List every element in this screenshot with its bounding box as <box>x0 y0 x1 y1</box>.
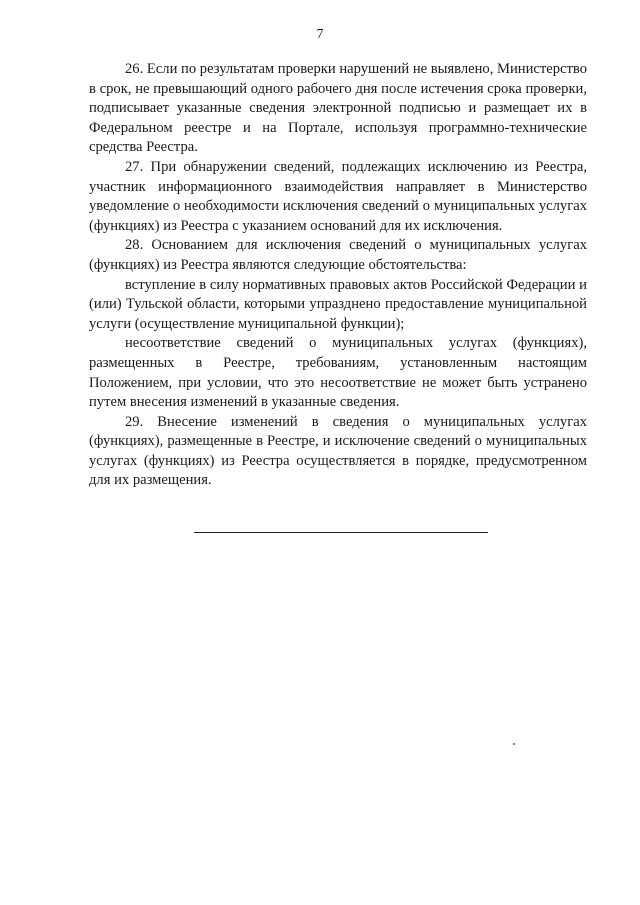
scan-speck <box>513 743 515 745</box>
paragraph-29: 29. Внесение изменений в сведения о муниципальных услугах (функциях), размещенные в Реестре, и исключение сведений о муниципальных услугах (функциях) из Реестра осуществляется в порядке, предусмотренном для их размещения. <box>89 413 587 489</box>
paragraph-28-item-1: вступление в силу нормативных правовых актов Российской Федерации и (или) Тульской области, которыми упразднено предоставление муниципальной услуги (осуществление муниципальной функции); <box>89 276 587 332</box>
paragraph-26: 26. Если по результатам проверки нарушений не выявлено, Министерство в срок, не превышающий одного рабочего дня после истечения срока проверки, подписывает указанные сведения электронной подписью и размещает их в Федеральном реестре и на Портале, используя программно-технические средства Реестра. <box>89 61 587 156</box>
paragraph-28: 28. Основанием для исключения сведений о муниципальных услугах (функциях) из Реестра являются следующие обстоятельства: <box>89 237 587 273</box>
page-number: 7 <box>316 27 324 42</box>
document-body <box>89 60 587 491</box>
paragraph-28-item-2: несоответствие сведений о муниципальных услугах (функциях), размещенных в Реестре, требованиям, установленным настоящим Положением, при условии, что это несоответствие не может быть устранено путем внесения изменений в указанные сведения. <box>89 335 587 411</box>
end-of-document-line <box>194 532 488 533</box>
paragraph-27: 27. При обнаружении сведений, подлежащих исключению из Реестра, участник информационного взаимодействия направляет в Министерство уведомление о необходимости исключения сведений о муниципальных услугах (функциях) из Реестра с указанием оснований для их исключения. <box>89 158 587 234</box>
